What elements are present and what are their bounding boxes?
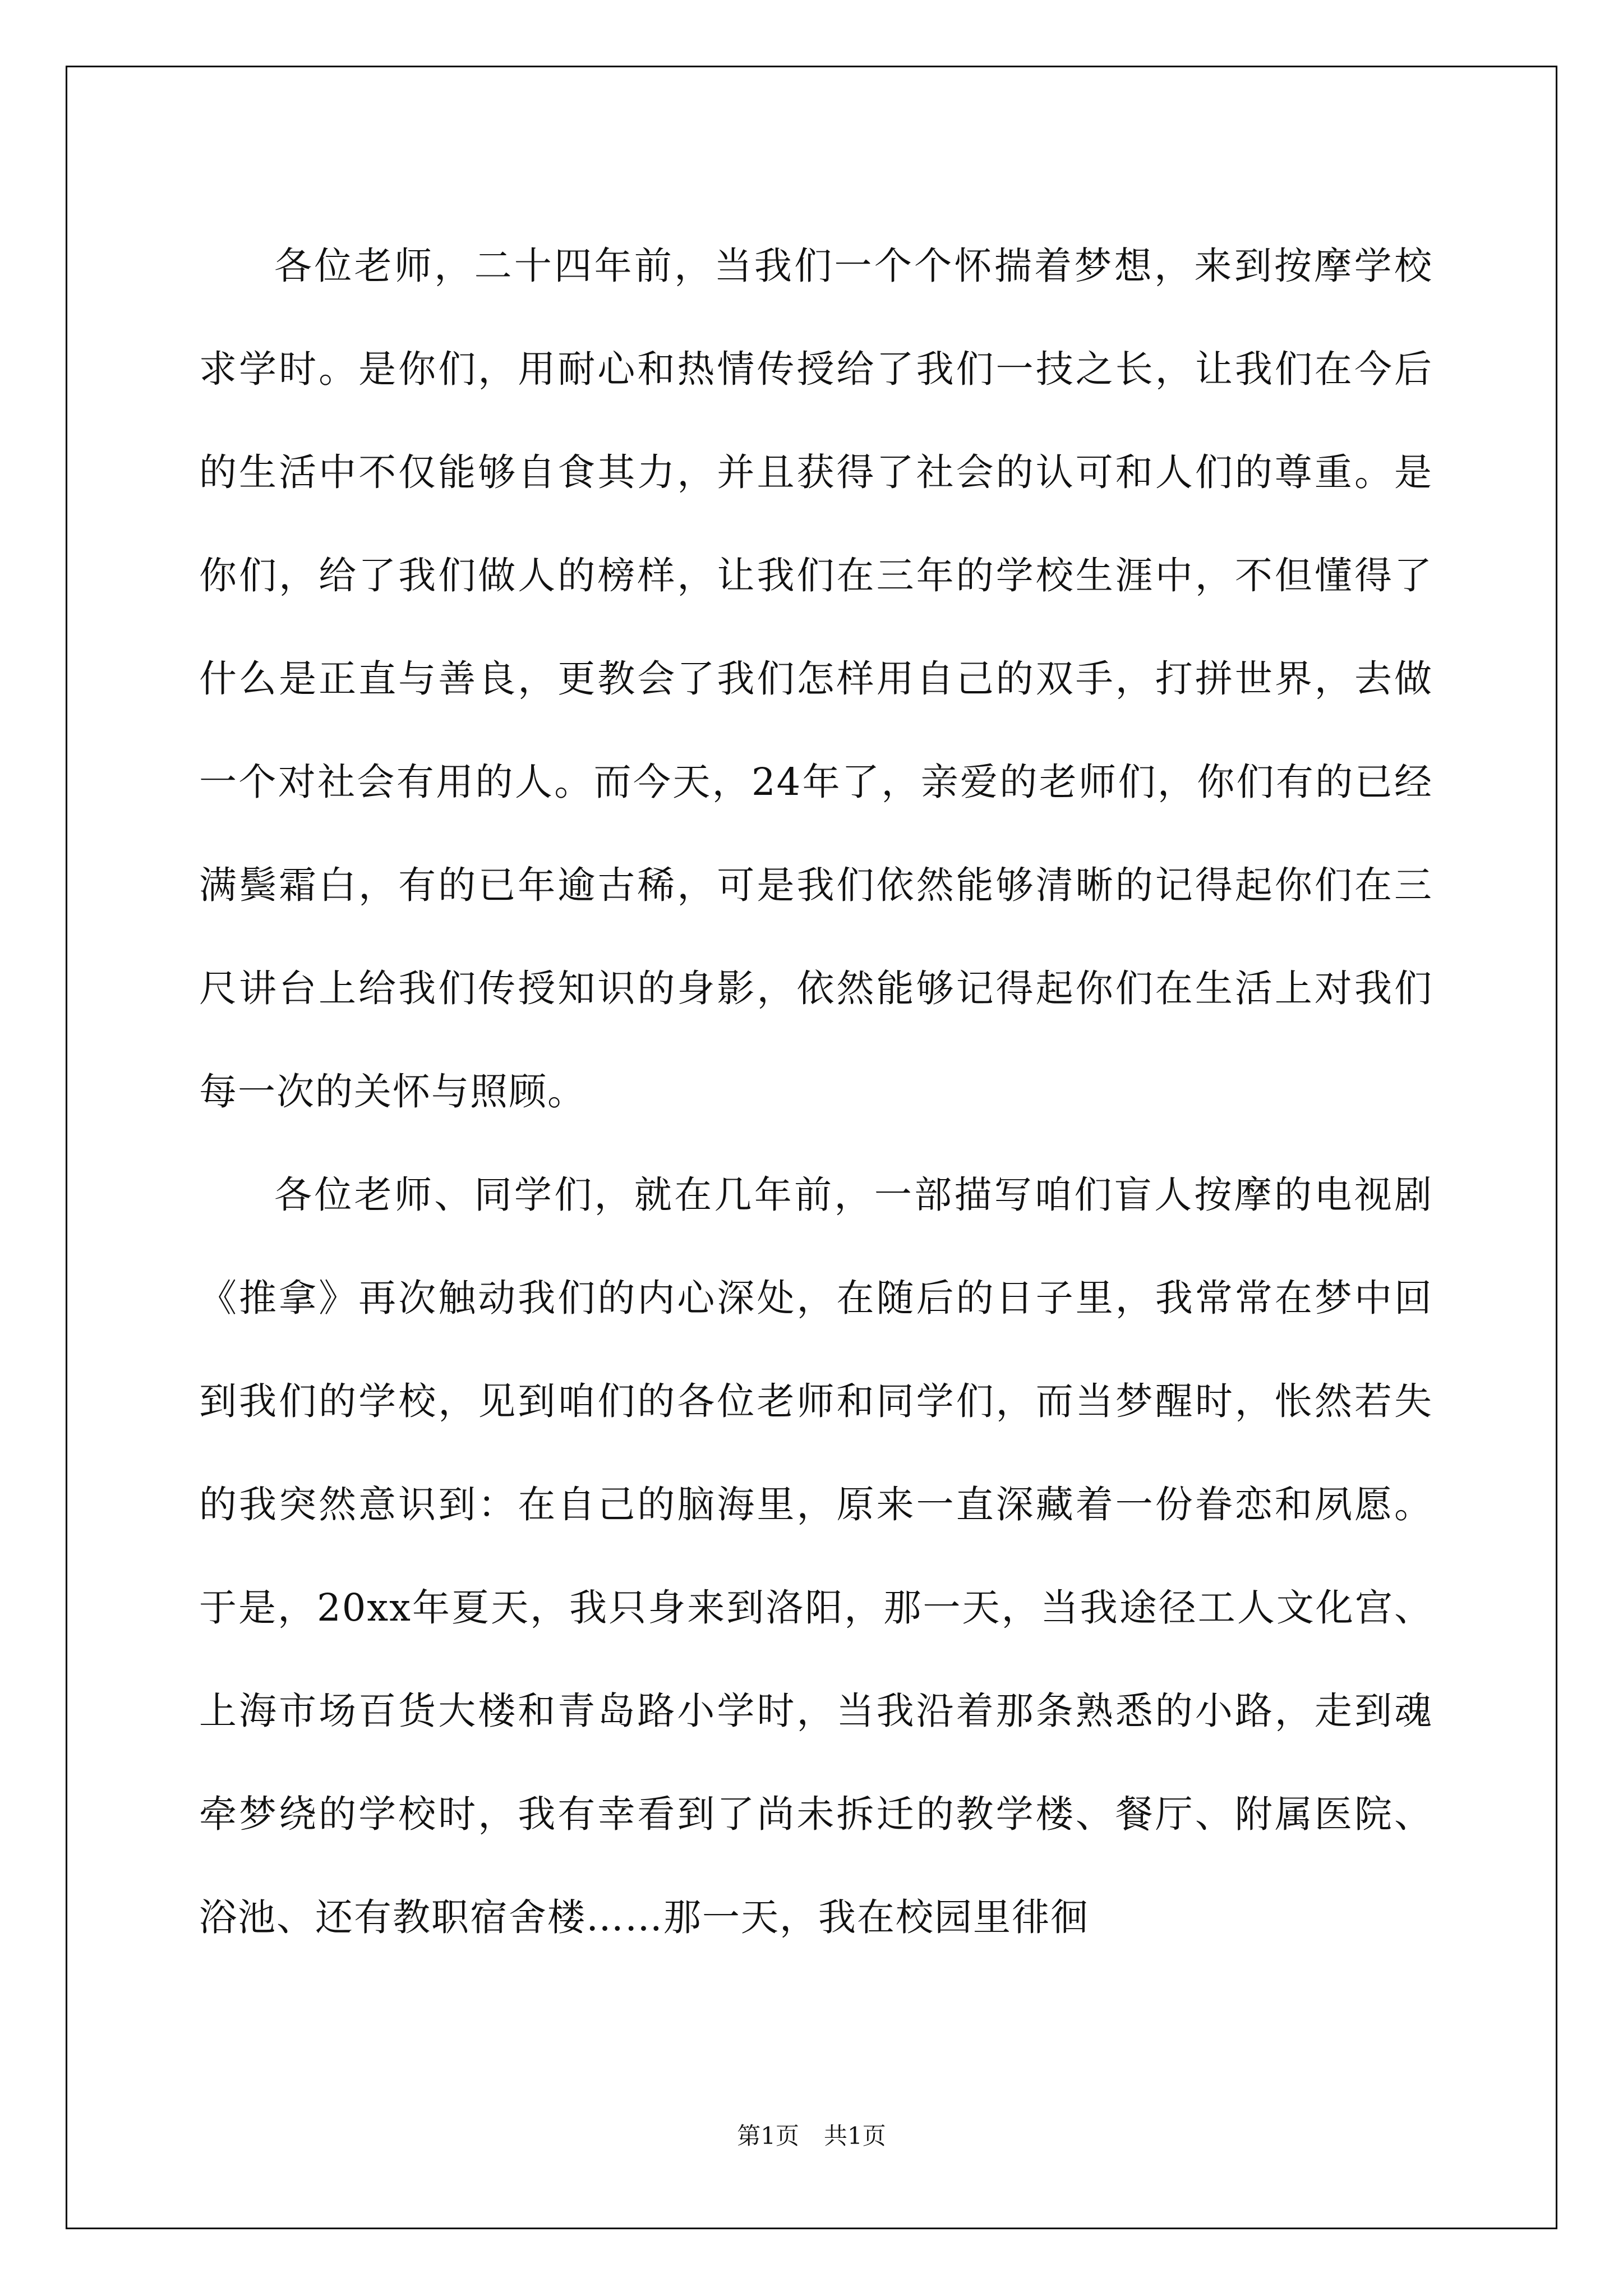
paragraph-2: 各位老师、同学们，就在几年前，一部描写咱们盲人按摩的电视剧《推拿》再次触动我们的内心深处，在随后的日子里，我常常在梦中回到我们的学校，见到咱们的各位老师和同学们，而当梦醒时，怅然若失的我突然意识到：在自己的脑海里，原来一直深藏着一份眷恋和夙愿。于是，20xx年夏天，我只身来到洛阳，那一天，当我途径工人文化宫、上海市场百货大楼和青岛路小学时，当我沿着那条熟悉的小路，走到魂牵梦绕的学校时，我有幸看到了尚未拆迁的教学楼、餐厅、附属医院、浴池、还有教职宿舍楼……那一天，我在校园里徘徊 [199,1173,1433,1939]
paragraph-1: 各位老师，二十四年前，当我们一个个怀揣着梦想，来到按摩学校求学时。是你们，用耐心和热情传授给了我们一技之长，让我们在今后的生活中不仅能够自食其力，并且获得了社会的认可和人们的尊重。是你们，给了我们做人的榜样，让我们在三年的学校生涯中，不但懂得了什么是正直与善良，更教会了我们怎样用自己的双手，打拼世界，去做一个对社会有用的人。而今天，24年了，亲爱的老师们，你们有的已经满鬓霜白，有的已年逾古稀，可是我们依然能够清晰的记得起你们在三尺讲台上给我们传授知识的身影，依然能够记得起你们在生活上对我们每一次的关怀与照顾。 [199,244,1433,1114]
page-footer [0,2122,1623,2150]
page-number-current: 第1页 [737,2122,799,2150]
document-body [199,214,1433,1969]
page-number-total: 共1页 [824,2122,886,2150]
